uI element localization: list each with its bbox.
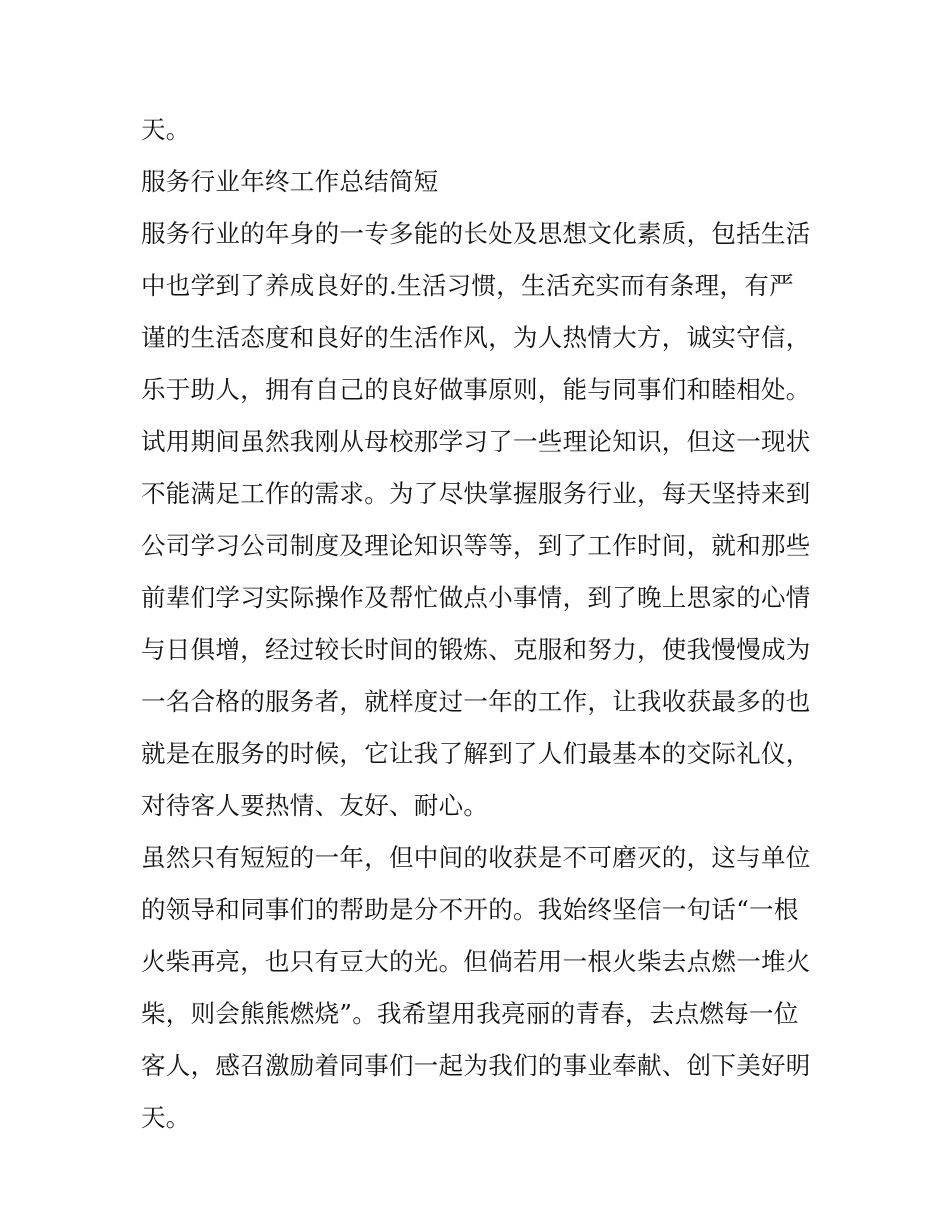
text-line: 谨的生活态度和良好的生活作风，为人热情大方，诚实守信，: [141, 323, 811, 352]
text-line: 的领导和同事们的帮助是分不开的。我始终坚信一句话“一根: [141, 895, 799, 924]
text-line: 乐于助人，拥有自己的良好做事原则，能与同事们和睦相处。: [141, 375, 811, 404]
text-line: 与日俱增，经过较长时间的锻炼、克服和努力，使我慢慢成为: [141, 635, 811, 664]
text-line: 公司学习公司制度及理论知识等等，到了工作时间，就和那些: [141, 531, 811, 560]
text-line: 中也学到了养成良好的.生活习惯，生活充实而有条理，有严: [141, 271, 794, 300]
text-line: 一名合格的服务者，就样度过一年的工作，让我收获最多的也: [141, 687, 811, 716]
text-line: 就是在服务的时候，它让我了解到了人们最基本的交际礼仪，: [141, 739, 811, 768]
text-line: 对待客人要热情、友好、耐心。: [141, 791, 489, 820]
text-line: 客人，感召激励着同事们一起为我们的事业奉献、创下美好明: [141, 1051, 811, 1080]
text-line: 不能满足工作的需求。为了尽快掌握服务行业，每天坚持来到: [141, 479, 811, 508]
text-line: 火柴再亮，也只有豆大的光。但倘若用一根火柴去点燃一堆火: [141, 947, 811, 976]
text-line: 天。: [141, 1103, 191, 1132]
text-line: 试用期间虽然我刚从母校那学习了一些理论知识，但这一现状: [141, 427, 811, 456]
section-heading: 服务行业年终工作总结简短: [141, 167, 439, 196]
text-line: 天。: [141, 115, 191, 144]
text-line: 柴，则会熊熊燃烧”。我希望用我亮丽的青春，去点燃每一位: [141, 999, 799, 1028]
text-line: 虽然只有短短的一年，但中间的收获是不可磨灭的，这与单位: [141, 843, 811, 872]
text-line: 服务行业的年身的一专多能的长处及思想文化素质，包括生活: [141, 219, 811, 248]
text-line: 前辈们学习实际操作及帮忙做点小事情，到了晚上思家的心情: [141, 583, 811, 612]
